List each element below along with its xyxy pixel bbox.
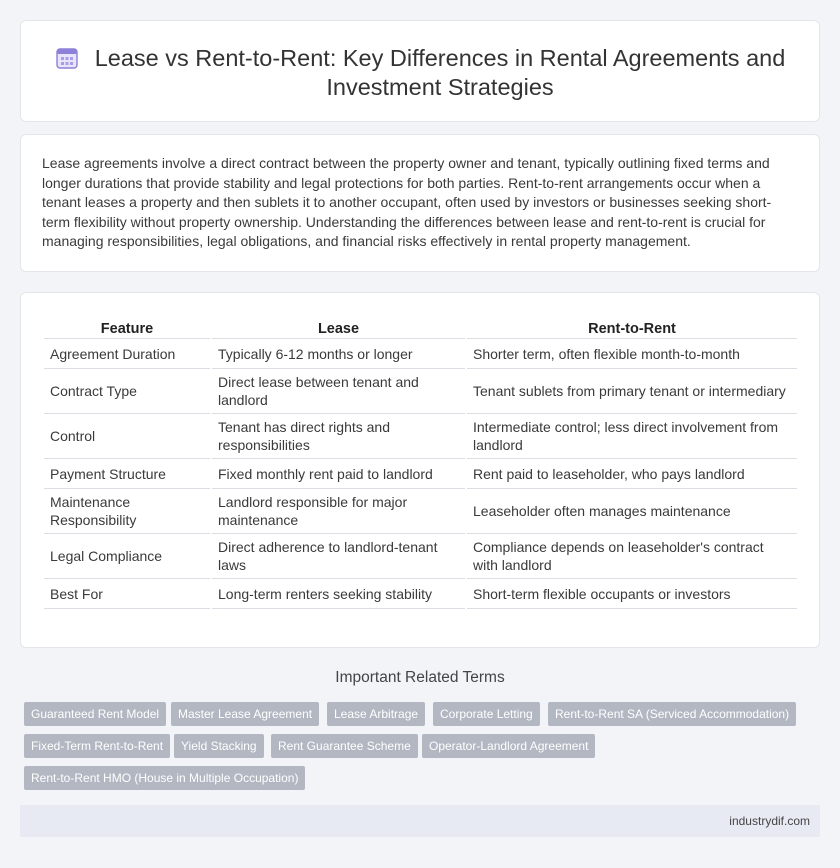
rent-to-rent-cell: Tenant sublets from primary tenant or intermediary (467, 369, 797, 414)
lease-cell: Direct lease between tenant and landlord (212, 369, 465, 414)
title-card (20, 20, 820, 122)
rent-to-rent-cell: Short-term flexible occupants or investors (467, 579, 797, 609)
table-row (44, 534, 797, 579)
intro-card (20, 134, 820, 272)
related-term-tag[interactable]: Rent Guarantee Scheme (271, 734, 418, 758)
feature-cell: Contract Type (44, 369, 210, 414)
rent-to-rent-cell: Leaseholder often manages maintenance (467, 489, 797, 534)
column-header-feature: Feature (44, 313, 210, 339)
comparison-card (20, 292, 820, 648)
feature-cell: Payment Structure (44, 459, 210, 489)
column-header-lease: Lease (212, 313, 465, 339)
table-row (44, 579, 797, 609)
related-term-tag[interactable]: Corporate Letting (433, 702, 540, 726)
feature-cell: Best For (44, 579, 210, 609)
comparison-table (42, 313, 799, 609)
lease-cell: Long-term renters seeking stability (212, 579, 465, 609)
table-row (44, 414, 797, 459)
rent-to-rent-cell: Shorter term, often flexible month-to-month (467, 339, 797, 369)
feature-cell: Control (44, 414, 210, 459)
feature-cell: Maintenance Responsibility (44, 489, 210, 534)
calendar-icon (55, 46, 79, 70)
related-term-tag[interactable]: Guaranteed Rent Model (24, 702, 166, 726)
intro-paragraph: Lease agreements involve a direct contract between the property owner and tenant, typically outlining fixed terms and longer durations that provide stability and legal protections for both parties. Rent-to-rent arrangements occur when a tenant leases a property and then sublets it to another occupant, often used by investors or businesses seeking short-term flexibility without property ownership. Understanding the differences between lease and rent-to-rent is crucial for managing responsibilities, legal obligations, and financial risks effectively in rental property management. (42, 155, 772, 249)
related-term-tag[interactable]: Yield Stacking (174, 734, 264, 758)
rent-to-rent-cell: Intermediate control; less direct involvement from landlord (467, 414, 797, 459)
table-row (44, 339, 797, 369)
related-term-tag[interactable]: Operator-Landlord Agreement (422, 734, 595, 758)
related-term-tag[interactable]: Rent-to-Rent HMO (House in Multiple Occupation) (24, 766, 305, 790)
lease-cell: Tenant has direct rights and responsibilities (212, 414, 465, 459)
lease-cell: Landlord responsible for major maintenance (212, 489, 465, 534)
feature-cell: Legal Compliance (44, 534, 210, 579)
column-header-rent-to-rent: Rent-to-Rent (467, 313, 797, 339)
related-term-tag[interactable]: Lease Arbitrage (327, 702, 425, 726)
table-row (44, 459, 797, 489)
source-link[interactable]: industrydif.com (729, 814, 810, 828)
lease-cell: Fixed monthly rent paid to landlord (212, 459, 465, 489)
rent-to-rent-cell: Compliance depends on leaseholder's contract with landlord (467, 534, 797, 579)
related-term-tag[interactable]: Master Lease Agreement (171, 702, 319, 726)
footer (20, 805, 820, 837)
page-title: Lease vs Rent-to-Rent: Key Differences in Rental Agreements and Investment Strategies (94, 45, 786, 100)
lease-cell: Direct adherence to landlord-tenant laws (212, 534, 465, 579)
related-term-tag[interactable]: Rent-to-Rent SA (Serviced Accommodation) (548, 702, 796, 726)
related-term-tag[interactable]: Fixed-Term Rent-to-Rent (24, 734, 170, 758)
related-terms-heading: Important Related Terms (335, 669, 505, 686)
lease-cell: Typically 6-12 months or longer (212, 339, 465, 369)
feature-cell: Agreement Duration (44, 339, 210, 369)
table-row (44, 489, 797, 534)
table-row (44, 369, 797, 414)
rent-to-rent-cell: Rent paid to leaseholder, who pays landlord (467, 459, 797, 489)
